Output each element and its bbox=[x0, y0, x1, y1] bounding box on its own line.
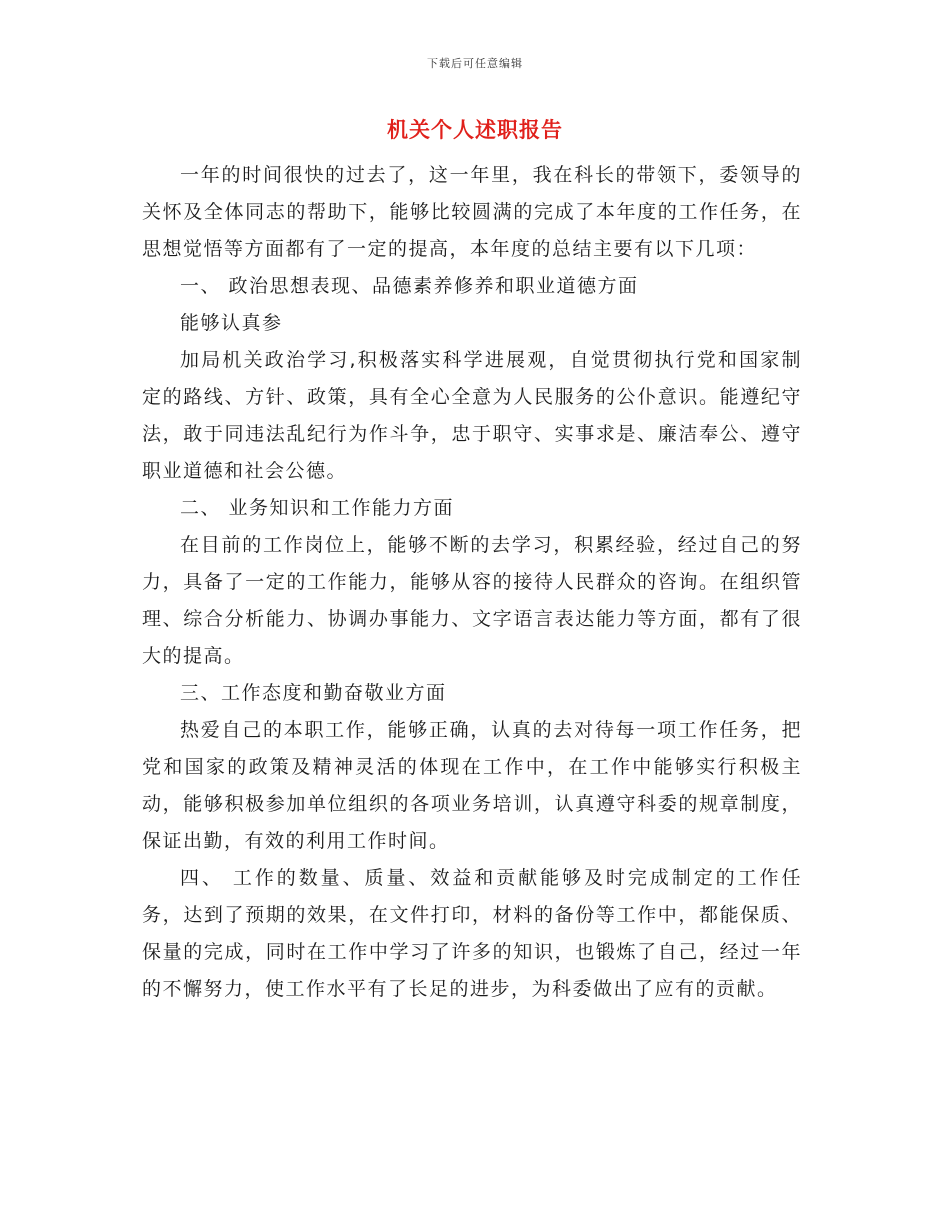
paragraph: 能够认真参 bbox=[180, 312, 283, 334]
document-body bbox=[142, 157, 802, 1008]
header-note: 下载后可任意编辑 bbox=[427, 57, 523, 70]
section-heading-1: 一、 政治思想表现、品德素养修养和职业道德方面 bbox=[180, 275, 639, 297]
paragraph: 热爱自己的本职工作，能够正确，认真的去对待每一项工作任务，把党和国家的政策及精神灵活的体现在工作中，在工作中能够实行积极主动，能够积极参加单位组织的各项业务培训，认真遵守科委的规章制度，保证出勤，有效的利用工作时间。 bbox=[142, 719, 802, 852]
paragraph-intro: 一年的时间很快的过去了，这一年里，我在科长的带领下，委领导的关怀及全体同志的帮助下，能够比较圆满的完成了本年度的工作任务，在思想觉悟等方面都有了一定的提高，本年度的总结主要有以下几项： bbox=[142, 164, 802, 260]
paragraph: 在目前的工作岗位上，能够不断的去学习，积累经验，经过自己的努力，具备了一定的工作能力，能够从容的接待人民群众的咨询。在组织管理、综合分析能力、协调办事能力、文字语言表达能力等方面，都有了很大的提高。 bbox=[142, 534, 802, 667]
paragraph: 加局机关政治学习,积极落实科学进展观，自觉贯彻执行党和国家制定的路线、方针、政策，具有全心全意为人民服务的公仆意识。能遵纪守法，敢于同违法乱纪行为作斗争，忠于职守、实事求是、廉洁奉公、遵守职业道德和社会公德。 bbox=[142, 349, 802, 482]
document-title: 机关个人述职报告 bbox=[387, 118, 563, 142]
section-heading-2: 二、 业务知识和工作能力方面 bbox=[180, 497, 455, 519]
section-heading-4: 四、 工作的数量、质量、效益和贡献能够及时完成制定的工作任务，达到了预期的效果，在文件打印，材料的备份等工作中，都能保质、保量的完成，同时在工作中学习了许多的知识，也锻炼了自己，经过一年的不懈努力，使工作水平有了长足的进步，为科委做出了应有的贡献。 bbox=[142, 867, 802, 1000]
section-heading-3: 三、工作态度和勤奋敬业方面 bbox=[180, 682, 447, 704]
